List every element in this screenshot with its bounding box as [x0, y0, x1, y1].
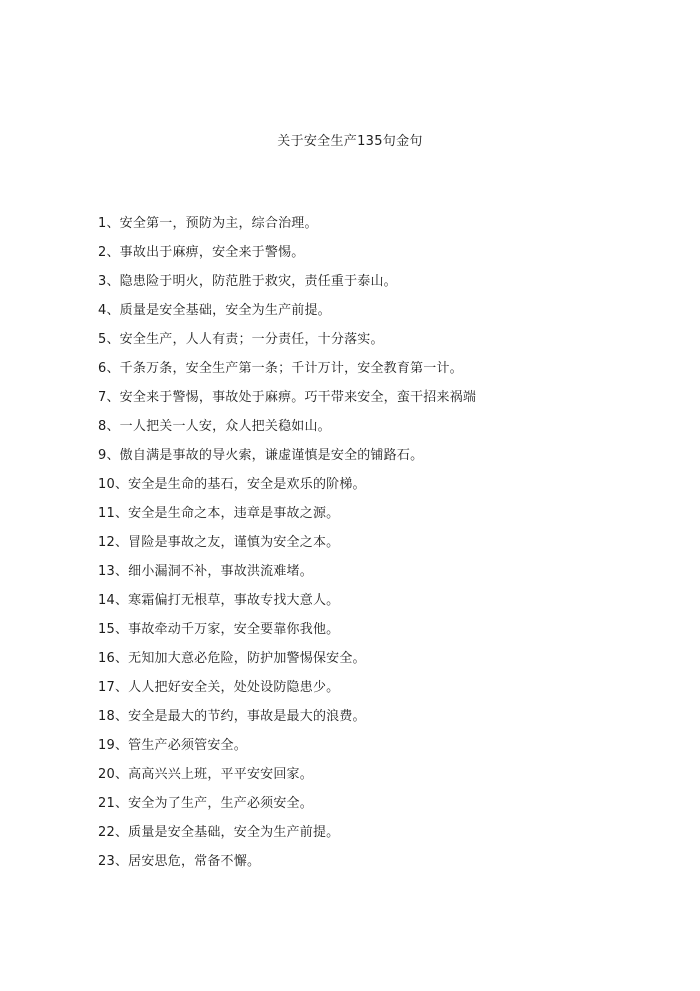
- list-item: 21、安全为了生产，生产必须安全。: [98, 796, 313, 811]
- list-item: 8、一人把关一人安，众人把关稳如山。: [98, 419, 331, 434]
- list-item: 16、无知加大意必危险，防护加警惕保安全。: [98, 651, 366, 666]
- list-item: 11、安全是生命之本，违章是事故之源。: [98, 506, 340, 521]
- list-item: 3、隐患险于明火，防范胜于救灾，责任重于泰山。: [98, 274, 397, 289]
- list-item: 14、寒霜偏打无根草，事故专找大意人。: [98, 593, 340, 608]
- list-item: 19、管生产必须管安全。: [98, 738, 247, 753]
- list-item: 18、安全是最大的节约，事故是最大的浪费。: [98, 709, 366, 724]
- list-item: 13、细小漏洞不补，事故洪流难堵。: [98, 564, 313, 579]
- list-item: 22、质量是安全基础，安全为生产前提。: [98, 825, 340, 840]
- list-item: 5、安全生产，人人有责；一分责任，十分落实。: [98, 332, 384, 347]
- list-item: 9、傲自满是事故的导火索，谦虚谨慎是安全的铺路石。: [98, 448, 424, 463]
- list-item: 15、事故牵动千万家，安全要靠你我他。: [98, 622, 340, 637]
- list-item: 20、高高兴兴上班，平平安安回家。: [98, 767, 313, 782]
- list-item: 1、安全第一，预防为主，综合治理。: [98, 216, 318, 231]
- list-item: 23、居安思危，常备不懈。: [98, 854, 261, 869]
- list-item: 7、安全来于警惕，事故处于麻痹。巧干带来安全，蛮干招来祸端: [98, 390, 477, 405]
- document-title: 关于安全生产135句金句: [277, 134, 423, 149]
- quote-list: [98, 213, 476, 880]
- list-item: 2、事故出于麻痹，安全来于警惕。: [98, 245, 305, 260]
- list-item: 6、千条万条，安全生产第一条；千计万计，安全教育第一计。: [98, 361, 463, 376]
- list-item: 10、安全是生命的基石，安全是欢乐的阶梯。: [98, 477, 366, 492]
- list-item: 12、冒险是事故之友，谨慎为安全之本。: [98, 535, 340, 550]
- list-item: 4、质量是安全基础，安全为生产前提。: [98, 303, 331, 318]
- list-item: 17、人人把好安全关，处处设防隐患少。: [98, 680, 340, 695]
